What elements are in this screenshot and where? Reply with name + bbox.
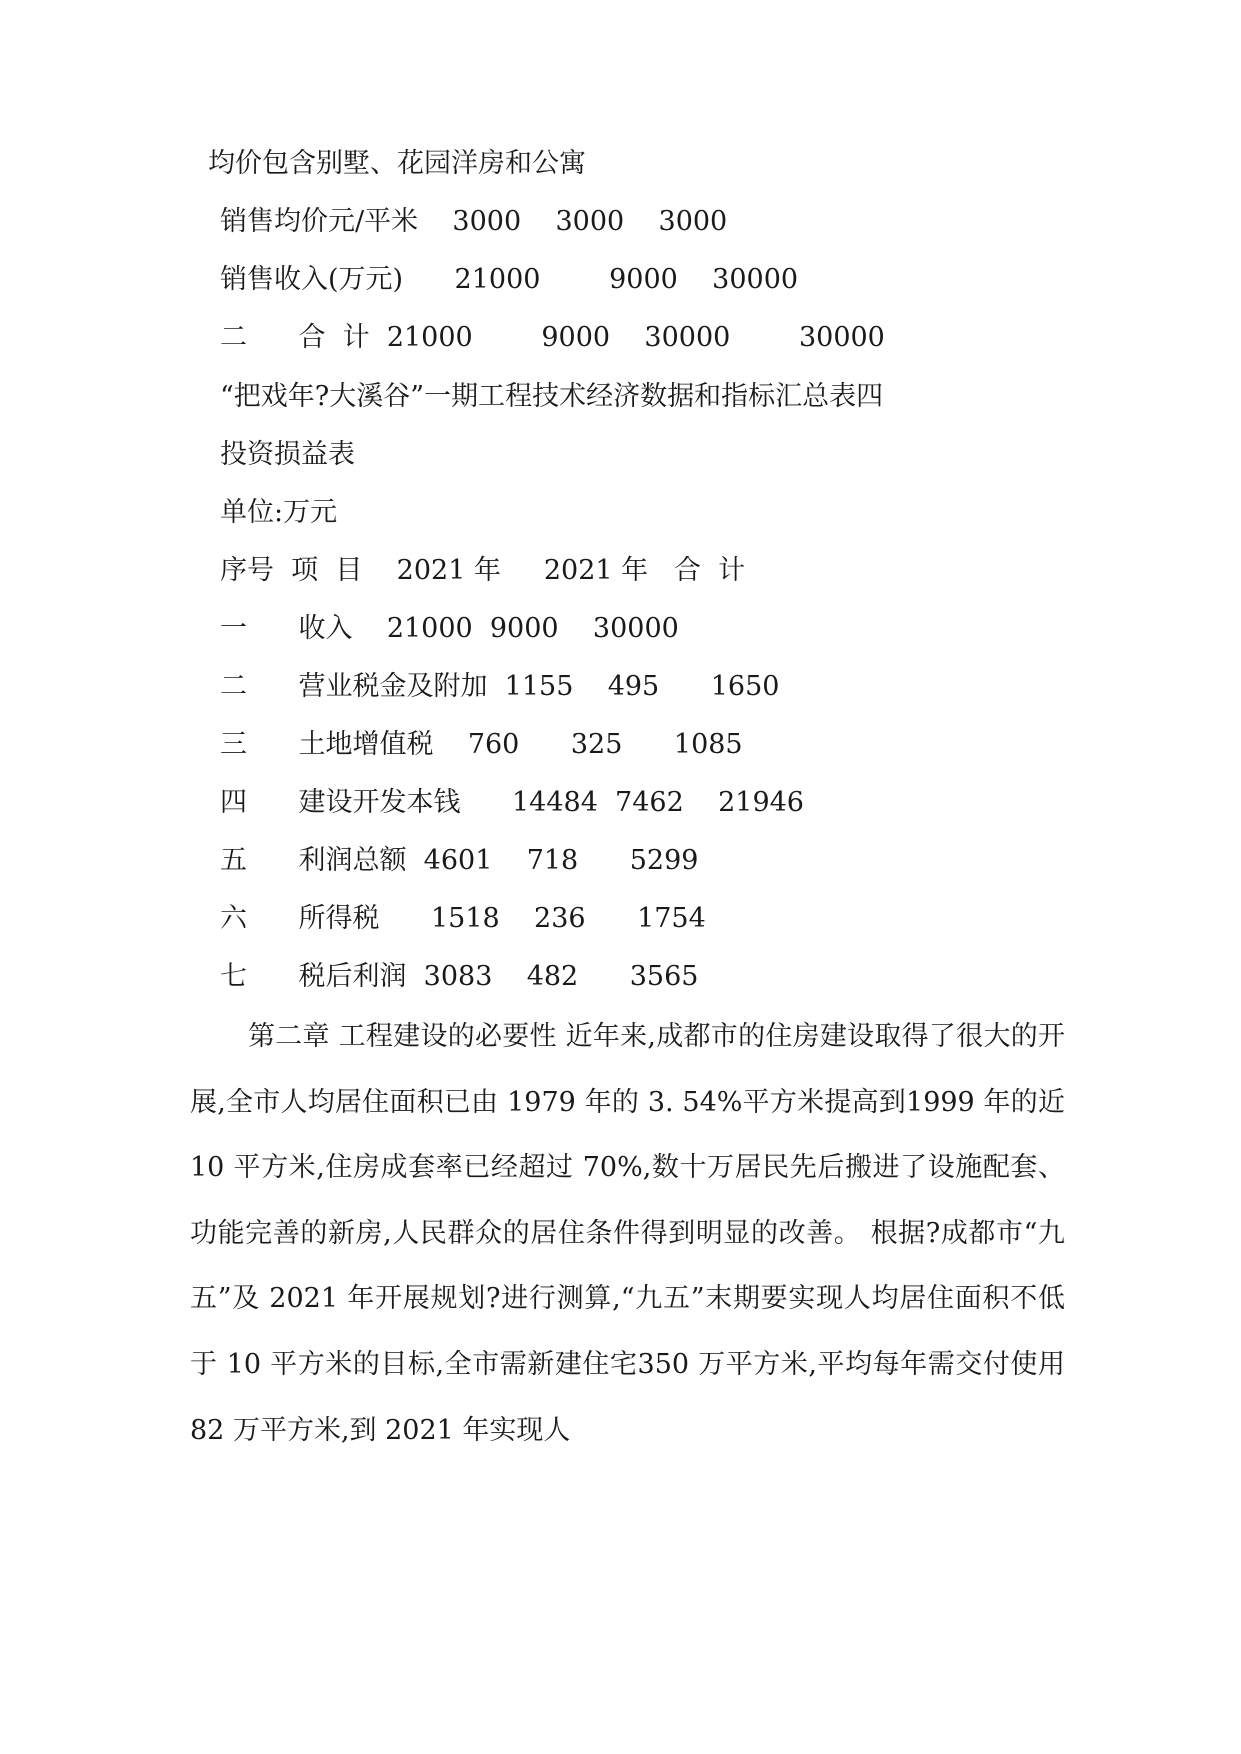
table-row: 六 所得税 1518 236 1754 bbox=[220, 903, 706, 934]
paragraph-text: 第二章 工程建设的必要性 近年来,成都市的住房建设取得了很大的开展,全市人均居住面积已由 1979 年的 3. 54%平方米提高到1999 年的近 10 平方米,住房成套率已经超过 70%,数十万居民先后搬进了设施配套、功能完善的新房,人民群众的居住条件得到明显的改善。 根据?成都市“九五”及 2021 年开展规划?进行测算,“九五”末期要实现人均居住面积不低于 10 平方米的目标,全市需新建住宅350 万平方米,平均每年需交付使用 82 万平方米,到 2021 年实现人 bbox=[190, 1021, 1065, 1446]
table-row: 三 土地增值税 760 325 1085 bbox=[220, 729, 743, 760]
table-row: 五 利润总额 4601 718 5299 bbox=[220, 845, 699, 876]
text-line: 二 合 计 21000 9000 30000 30000 bbox=[220, 322, 885, 353]
table-row: 一 收入 21000 9000 30000 bbox=[220, 613, 679, 644]
table-row: 四 建设开发本钱 14484 7462 21946 bbox=[220, 787, 804, 818]
text-line: 销售收入(万元) 21000 9000 30000 bbox=[220, 264, 799, 295]
text-line: 均价包含别墅、花园洋房和公寓 bbox=[208, 148, 586, 179]
body-paragraph bbox=[190, 1004, 1065, 1463]
text-line: “把戏年?大溪谷”一期工程技术经济数据和指标汇总表四 bbox=[220, 381, 884, 412]
table-row: 七 税后利润 3083 482 3565 bbox=[220, 961, 699, 992]
text-line: 销售均价元/平米 3000 3000 3000 bbox=[220, 206, 728, 237]
table-row: 二 营业税金及附加 1155 495 1650 bbox=[220, 671, 780, 702]
table-header-row: 序号 项 目 2021 年 2021 年 合 计 bbox=[220, 555, 746, 586]
section-heading: 投资损益表 bbox=[220, 439, 355, 470]
unit-label: 单位:万元 bbox=[220, 497, 338, 528]
